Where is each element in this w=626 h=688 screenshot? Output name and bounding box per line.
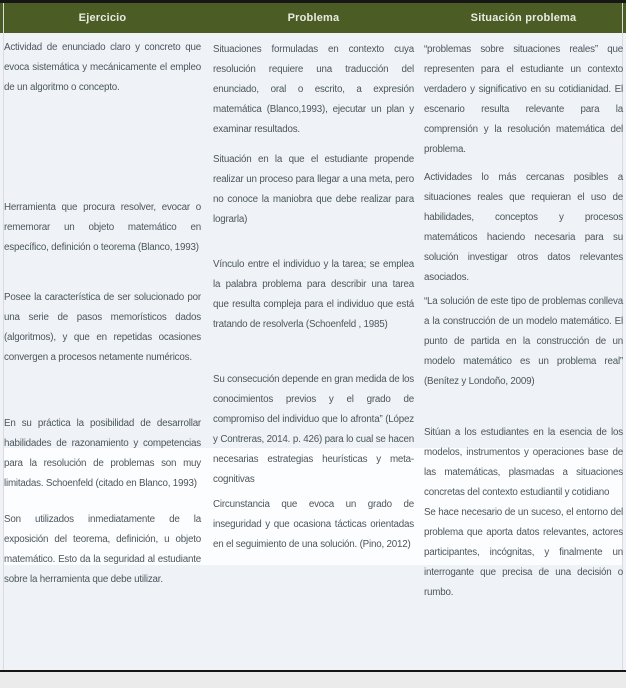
cell-paragraph: Vínculo entre el individuo y la tarea; se emplea la palabra problema para describir una tarea que resulta compleja para el individuo que está tratando de resolverla (Schoenfeld , 1985) [213,259,414,330]
cell-paragraph: “problemas sobre situaciones reales” que representen para el estudiante un contexto verdadero y significativo en su cotidianidad. El escenario resulta relevante para la comprensión y la resolución matemática del problema. [424,44,623,155]
cell-paragraph: Situación en la que el estudiante propende realizar un proceso para llegar a una meta, pero no conoce la maniobra que debe realizar para lograrla) [213,154,414,225]
cell-paragraph: Son utilizados inmediatamente de la exposición del teorema, definición, u objeto matemático. Esto da la seguridad al estudiante sobre la herramienta que debe utilizar. [4,514,201,585]
page-margin-area [0,672,626,688]
cell-paragraph: Situaciones formuladas en contexto cuya resolución requiere una traducción del enunciado, oral o escrito, a expresión matemática (Blanco,1993), ejecutar un plan y examinar resultados. [213,44,414,135]
cell-paragraph: Sitúan a los estudiantes en la esencia de los modelos, instrumentos y operaciones base de las matemáticas, plasmadas a situaciones concretas del contexto estudiantil y cotidiano [424,427,623,498]
cell-paragraph: Herramienta que procura resolver, evocar o rememorar un objeto matemático en específico, definición o teorema (Blanco, 1993) [4,202,201,253]
cell-paragraph: En su práctica la posibilidad de desarrollar habilidades de razonamiento y competencias para la resolución de problemas son muy limitadas. Schoenfeld (citado en Blanco, 1993) [4,418,201,489]
column-situacion-problema [424,33,623,603]
cell-paragraph: Actividades lo más cercanas posibles a situaciones reales que requieran el uso de habilidades, conceptos y procesos matemáticos haciendo necesaria para su solución investigar otros datos relevantes asociados. [424,172,623,283]
cell-paragraph: Se hace necesario de un suceso, el entorno del problema que aporta datos relevantes, actores participantes, incógnitas, y finalmente un interrogante que precisa de una decisión o rumbo. [424,507,623,598]
column-header-situacion-problema: Situación problema [470,12,577,24]
cell-paragraph: Circunstancia que evoca un grado de inseguridad y que ocasiona tácticas orientadas en el seguimiento de una solución. (Pino, 2012) [213,499,414,550]
column-header-ejercicio: Ejercicio [78,12,127,24]
column-problema [213,33,414,555]
table-header-row [0,3,626,33]
cell-paragraph: Posee la característica de ser solucionado por una serie de pasos memorísticos dados (algoritmos), y que en repetidas ocasiones convergen a procesos netamente numéricos. [4,292,201,363]
column-header-problema: Problema [287,12,340,24]
column-ejercicio [4,33,201,590]
cell-paragraph: Su consecución depende en gran medida de los conocimientos previos y el grado de compromiso del individuo que lo afronta” (López y Contreras, 2014. p. 426) para lo cual se hacen necesarias estrategias heurísticas y meta-cognitivas [213,374,414,485]
cell-paragraph: “La solución de este tipo de problemas conlleva a la construcción de un modelo matemático. El punto de partida en la construcción de un modelo matemático es un problema real” (Benítez y Londoño, 2009) [424,296,623,387]
cell-paragraph: Actividad de enunciado claro y concreto que evoca sistemática y mecánicamente el empleo de un algoritmo o concepto. [4,42,201,93]
